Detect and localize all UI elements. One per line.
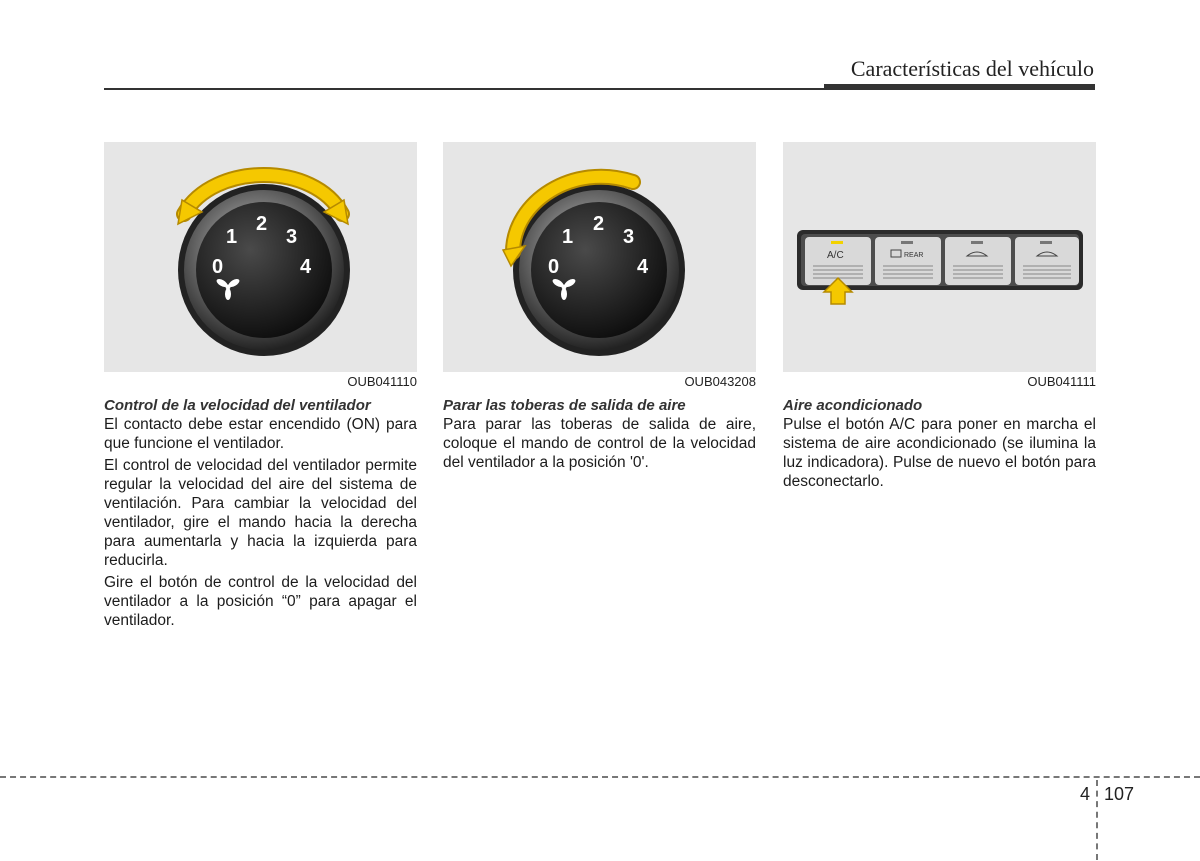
chapter-number: 4 [1080, 784, 1091, 804]
fan-knob-illustration [104, 142, 417, 372]
section-fan-speed [104, 142, 417, 633]
knob-label-0: 0 [212, 256, 224, 278]
knob-label-4: 4 [637, 256, 649, 278]
fan-knob-off-illustration [443, 142, 756, 372]
knob-label-1: 1 [226, 226, 238, 248]
header-rule-accent [824, 84, 1095, 90]
paragraph: El contacto debe estar encendido (ON) para que funcione el ventilador. [104, 416, 417, 452]
panel-button-rear-defrost [875, 237, 941, 285]
section-air-conditioning [783, 142, 1096, 494]
footer-dashed-rule [0, 776, 1200, 778]
section-heading: Aire acondicionado [783, 397, 923, 414]
ac-indicator-light [831, 241, 843, 244]
section-heading: Parar las toberas de salida de aire [443, 397, 686, 414]
knob-label-3: 3 [286, 226, 298, 248]
figure-fan-speed-knob [104, 142, 417, 372]
paragraph: El control de velocidad del ventilador permite regular la velocidad del aire del sistema de ventilación. Para cambiar la velocidad del ventilador, gire el mando hacia la derecha para aumentarla y hacia la izquierda para reducirla. [104, 457, 417, 569]
image-code: OUB041110 [347, 374, 417, 389]
knob-label-4: 4 [300, 256, 312, 278]
panel-button-fresh-air [945, 237, 1011, 285]
section-heading: Control de la velocidad del ventilador [104, 397, 371, 414]
image-code: OUB041111 [1027, 374, 1096, 389]
knob-label-3: 3 [623, 226, 635, 248]
knob-label-2: 2 [256, 213, 268, 235]
footer-vertical-rule [1096, 780, 1098, 860]
ac-panel-illustration [783, 142, 1096, 372]
knob-label-0: 0 [548, 256, 560, 278]
paragraph: Para parar las toberas de salida de aire, coloque el mando de control de la velocidad del ventilador a la posición '0'. [443, 416, 756, 471]
figure-fan-knob-off [443, 142, 756, 372]
paragraph: Pulse el botón A/C para poner en marcha el sistema de aire acondicionado (se ilumina la luz indicadora). Pulse de nuevo el botón para desconectarlo. [783, 416, 1096, 490]
rear-label: REAR [904, 252, 924, 259]
section-stop-vents [443, 142, 756, 475]
ac-label: A/C [827, 250, 844, 261]
paragraph: Gire el botón de control de la velocidad del ventilador a la posición “0” para apagar el ventilador. [104, 574, 417, 629]
knob-label-1: 1 [562, 226, 574, 248]
page-number: 107 [1104, 784, 1135, 804]
figure-ac-panel [783, 142, 1096, 372]
page-header-title: Características del vehículo [850, 56, 1094, 81]
knob-label-2: 2 [593, 213, 605, 235]
image-code: OUB043208 [684, 374, 756, 389]
panel-button-recirculation [1015, 237, 1079, 285]
